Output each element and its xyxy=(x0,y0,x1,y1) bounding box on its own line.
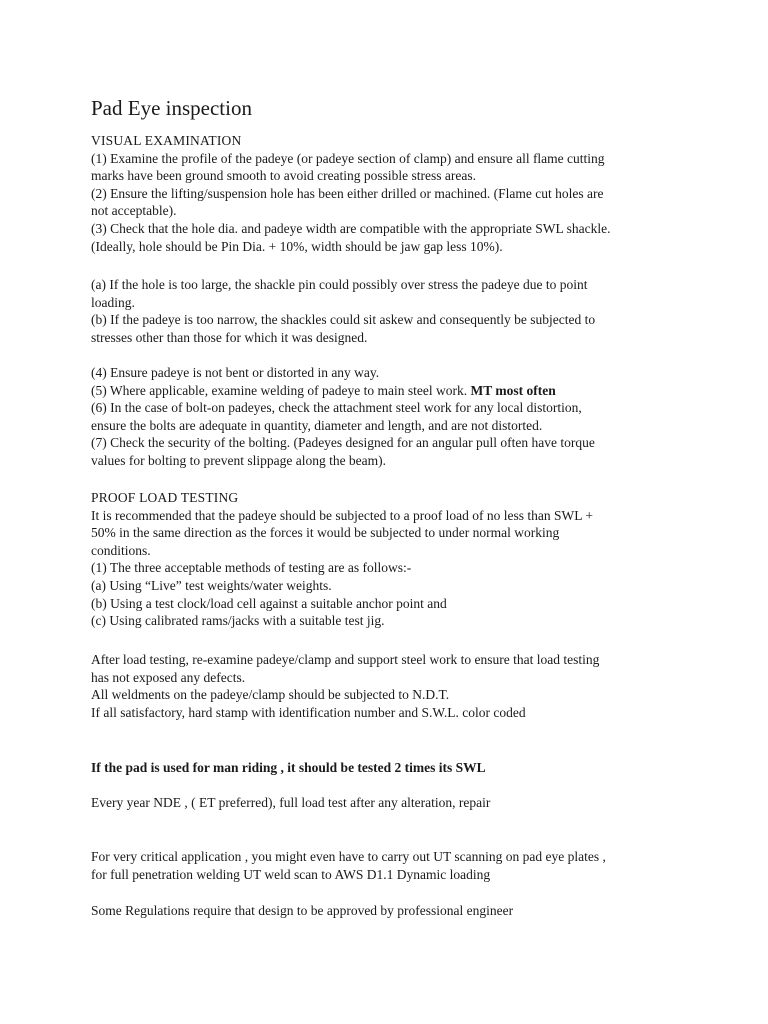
text-line: 50% in the same direction as the forces it would be subjected to under normal working xyxy=(91,525,560,541)
text-line: For very critical application , you might even have to carry out UT scanning on pad eye plates , xyxy=(91,849,606,864)
every-year-note xyxy=(91,794,691,812)
text-line: marks have been ground smooth to avoid creating possible stress areas. xyxy=(91,168,477,184)
text-line: (Ideally, hole should be Pin Dia. + 10%, width should be jaw gap less 10%). xyxy=(91,238,503,254)
text-line: (b) If the padeye is too narrow, the shackles could sit askew and consequently be subjected to xyxy=(91,312,596,328)
text-line: loading. xyxy=(91,294,135,310)
text-line: ensure the bolts are adequate in quantity, diameter and length, and are not distorted. xyxy=(91,417,543,433)
regulations-note xyxy=(91,902,691,920)
text-line: (3) Check that the hole dia. and padeye width are compatible with the appropriate SWL shackle. xyxy=(91,220,611,236)
text-line: (1) Examine the profile of the padeye (or padeye section of clamp) and ensure all flame cutting xyxy=(91,150,605,166)
subpoints-section xyxy=(91,276,691,346)
text-line: Some Regulations require that design to be approved by professional engineer xyxy=(91,903,514,918)
bold-note: If the pad is used for man riding , it should be tested 2 times its SWL xyxy=(91,760,486,775)
text-line: (b) Using a test clock/load cell against a suitable anchor point and xyxy=(91,595,447,611)
text-line: (a) Using “Live” test weights/water weights. xyxy=(91,577,332,593)
page-title: Pad Eye inspection xyxy=(91,96,252,120)
visual-examination-section xyxy=(91,132,691,255)
man-riding-note xyxy=(91,759,691,777)
text-line: All weldments on the padeye/clamp should be subjected to N.D.T. xyxy=(91,687,450,703)
proof-load-testing-section xyxy=(91,489,691,630)
text-line: (c) Using calibrated rams/jacks with a suitable test jig. xyxy=(91,613,385,629)
emphasis-mt-most-often: MT most often xyxy=(470,382,556,398)
text-line: After load testing, re-examine padeye/clamp and support steel work to ensure that load testing xyxy=(91,652,600,667)
text-line: (6) In the case of bolt-on padeyes, check the attachment steel work for any local distortion, xyxy=(91,400,582,416)
text-line: It is recommended that the padeye should be subjected to a proof load of no less than SWL + xyxy=(91,507,593,523)
text-line-with-emphasis xyxy=(91,382,691,400)
text-line: If all satisfactory, hard stamp with identification number and S.W.L. color coded xyxy=(91,704,526,720)
after-testing-section xyxy=(91,651,691,721)
checks-section xyxy=(91,364,691,470)
text-line: stresses other than those for which it was designed. xyxy=(91,329,368,345)
text-line: (a) If the hole is too large, the shackle pin could possibly over stress the padeye due to point xyxy=(91,277,588,292)
section-heading-visual: VISUAL EXAMINATION xyxy=(91,133,242,148)
text-line: (4) Ensure padeye is not bent or distorted in any way. xyxy=(91,365,380,380)
text-line: values for bolting to prevent slippage along the beam). xyxy=(91,452,387,468)
text-line: (1) The three acceptable methods of testing are as follows:- xyxy=(91,560,412,576)
section-heading-proof: PROOF LOAD TESTING xyxy=(91,490,239,505)
text-line: Every year NDE , ( ET preferred), full load test after any alteration, repair xyxy=(91,795,491,810)
text-line: conditions. xyxy=(91,542,151,558)
text-line: has not exposed any defects. xyxy=(91,669,246,685)
text-line: for full penetration welding UT weld scan to AWS D1.1 Dynamic loading xyxy=(91,866,491,882)
text-line: (2) Ensure the lifting/suspension hole has been either drilled or machined. (Flame cut holes are xyxy=(91,185,604,201)
text-line: not acceptable). xyxy=(91,203,177,219)
text-line: (7) Check the security of the bolting. (Padeyes designed for an angular pull often have torque xyxy=(91,435,595,451)
critical-application-note xyxy=(91,848,691,883)
text-span: (5) Where applicable, examine welding of padeye to main steel work. xyxy=(91,382,468,398)
